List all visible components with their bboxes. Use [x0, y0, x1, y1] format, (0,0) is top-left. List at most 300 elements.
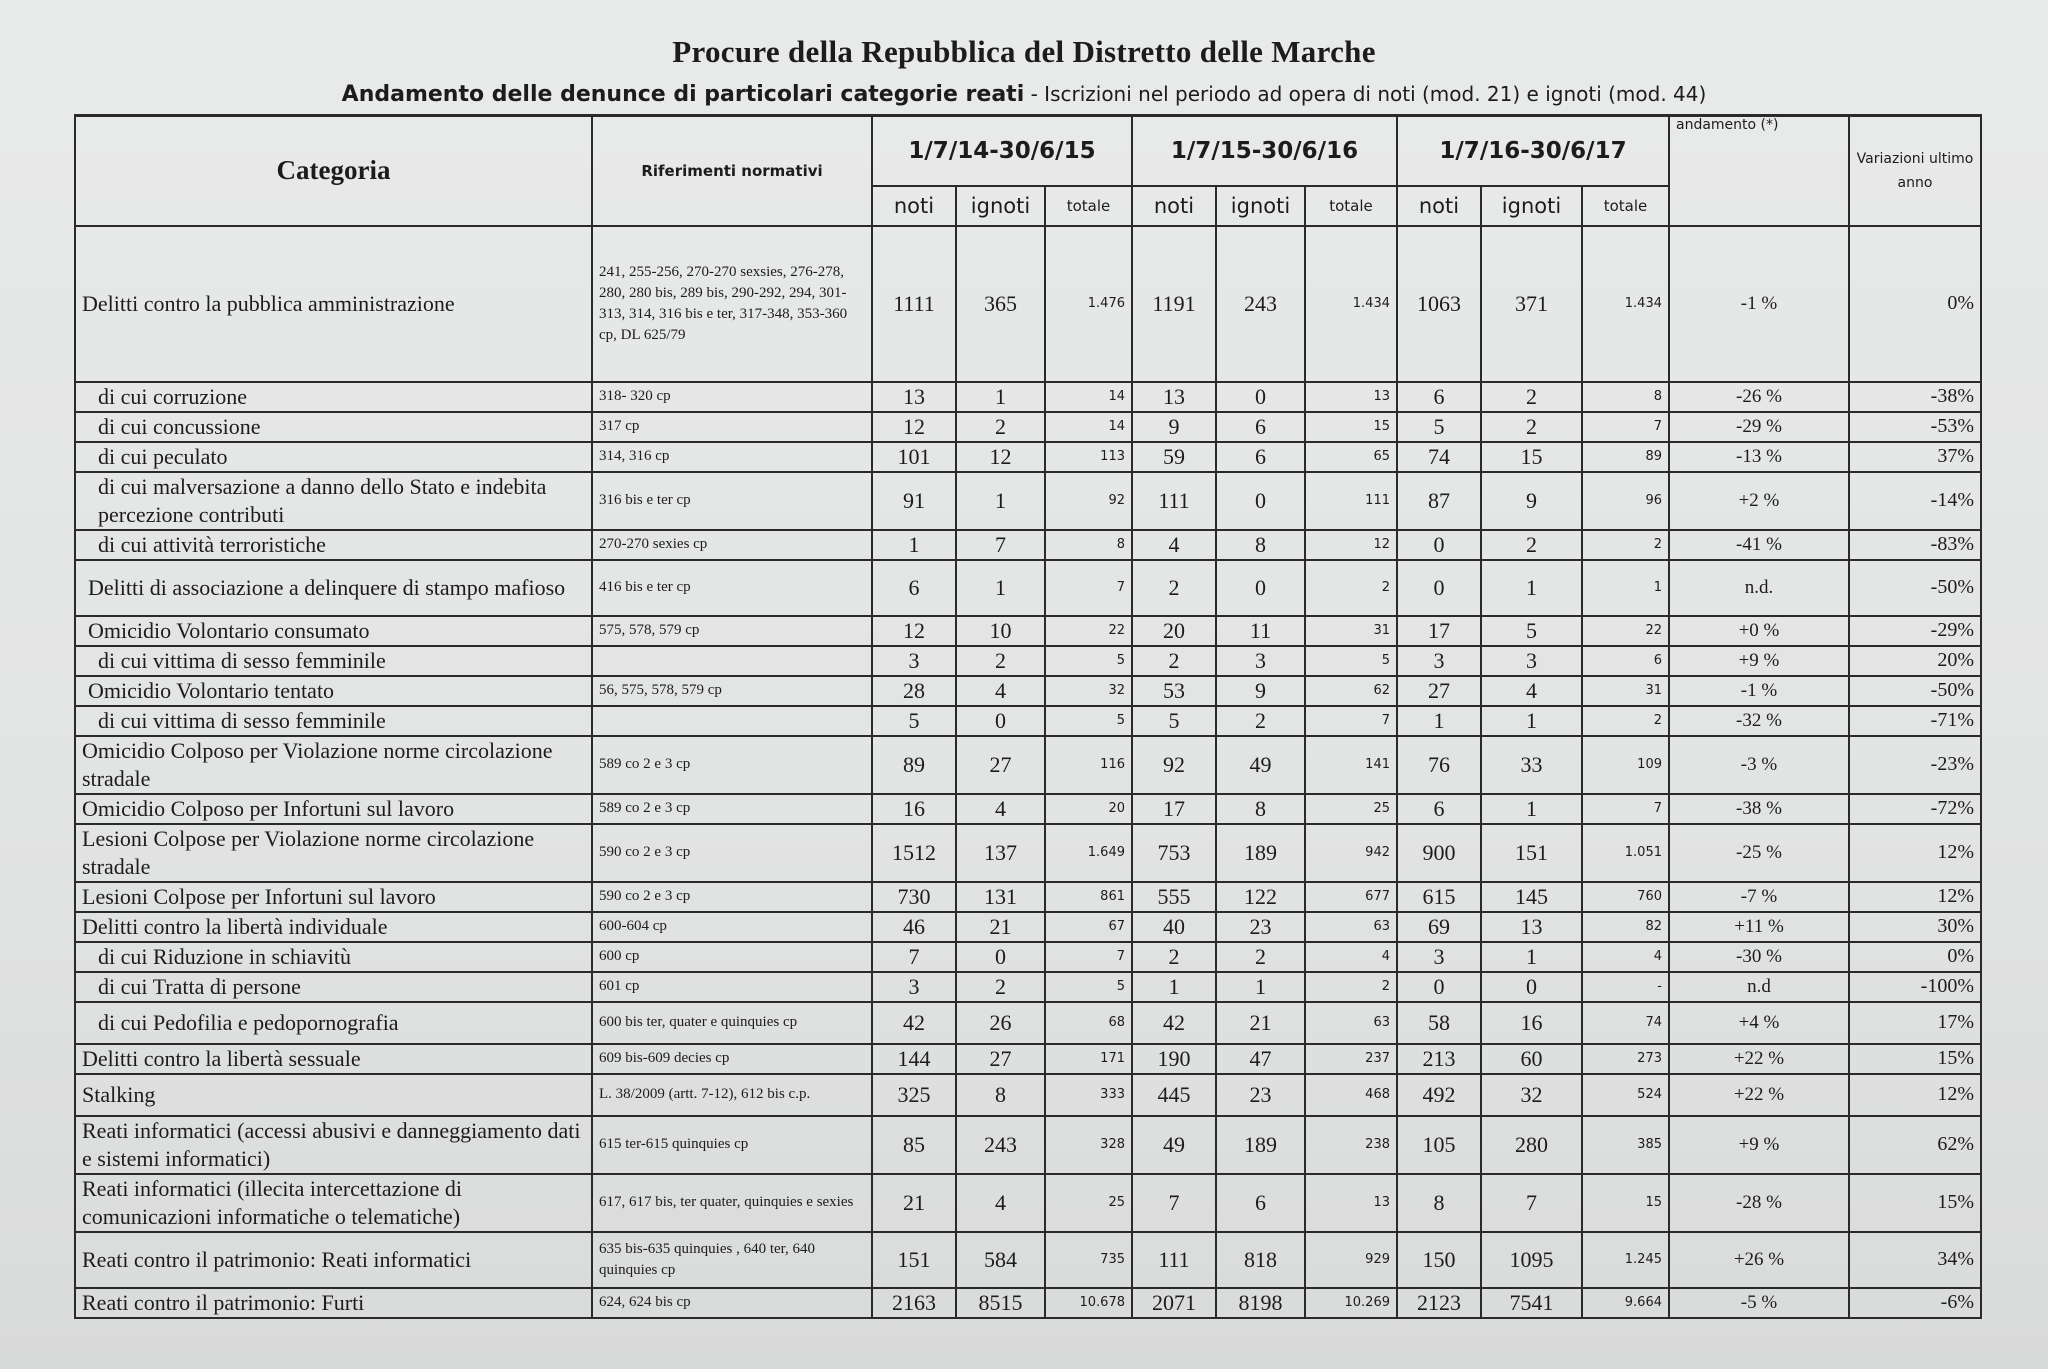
totale-cell: 25	[1045, 1174, 1132, 1232]
category-cell: di cui attività terroristiche	[75, 530, 592, 560]
variazione-cell: -38%	[1849, 382, 1981, 412]
totale-cell: 10.269	[1305, 1288, 1397, 1318]
header-period-2: 1/7/15-30/6/16	[1132, 116, 1397, 186]
totale-cell: 7	[1582, 794, 1669, 824]
ignoti-cell: 60	[1481, 1044, 1582, 1074]
totale-cell: 5	[1305, 646, 1397, 676]
variazione-cell: -23%	[1849, 736, 1981, 794]
andamento-cell: -26 %	[1669, 382, 1849, 412]
totale-cell: 524	[1582, 1074, 1669, 1116]
ignoti-cell: 11	[1216, 616, 1305, 646]
noti-cell: 58	[1397, 1002, 1481, 1044]
ignoti-cell: 1	[1216, 972, 1305, 1002]
ignoti-cell: 4	[956, 1174, 1045, 1232]
noti-cell: 92	[1132, 736, 1216, 794]
andamento-cell: +0 %	[1669, 616, 1849, 646]
totale-cell: 385	[1582, 1116, 1669, 1174]
header-period-3: 1/7/16-30/6/17	[1397, 116, 1669, 186]
ignoti-cell: 5	[1481, 616, 1582, 646]
ignoti-cell: 131	[956, 882, 1045, 912]
table-row	[75, 382, 1981, 412]
reference-cell: 589 co 2 e 3 cp	[592, 736, 872, 794]
andamento-cell: -32 %	[1669, 706, 1849, 736]
category-cell: di cui vittima di sesso femminile	[75, 646, 592, 676]
noti-cell: 12	[872, 616, 956, 646]
totale-cell: 760	[1582, 882, 1669, 912]
ignoti-cell: 2	[1216, 942, 1305, 972]
noti-cell: 555	[1132, 882, 1216, 912]
ignoti-cell: 6	[1216, 1174, 1305, 1232]
ignoti-cell: 27	[956, 736, 1045, 794]
totale-cell: 2	[1305, 560, 1397, 616]
category-cell: Lesioni Colpose per Infortuni sul lavoro	[75, 882, 592, 912]
table-row	[75, 972, 1981, 1002]
andamento-cell: +9 %	[1669, 1116, 1849, 1174]
noti-cell: 1111	[872, 226, 956, 382]
table-row	[75, 794, 1981, 824]
ignoti-cell: 12	[956, 442, 1045, 472]
ignoti-cell: 137	[956, 824, 1045, 882]
noti-cell: 5	[1397, 412, 1481, 442]
variazione-cell: 15%	[1849, 1044, 1981, 1074]
totale-cell: 677	[1305, 882, 1397, 912]
ignoti-cell: 2	[956, 972, 1045, 1002]
ignoti-cell: 10	[956, 616, 1045, 646]
ignoti-cell: 49	[1216, 736, 1305, 794]
noti-cell: 3	[872, 646, 956, 676]
andamento-cell: +11 %	[1669, 912, 1849, 942]
category-cell: di cui vittima di sesso femminile	[75, 706, 592, 736]
ignoti-cell: 1	[1481, 942, 1582, 972]
totale-cell: 141	[1305, 736, 1397, 794]
header-noti: noti	[1132, 186, 1216, 226]
totale-cell: 1	[1582, 560, 1669, 616]
ignoti-cell: 27	[956, 1044, 1045, 1074]
totale-cell: 1.476	[1045, 226, 1132, 382]
ignoti-cell: 2	[1481, 382, 1582, 412]
totale-cell: 2	[1305, 972, 1397, 1002]
totale-cell: 6	[1582, 646, 1669, 676]
noti-cell: 53	[1132, 676, 1216, 706]
noti-cell: 46	[872, 912, 956, 942]
ignoti-cell: 0	[1216, 472, 1305, 530]
andamento-cell: -1 %	[1669, 226, 1849, 382]
category-cell: Reati contro il patrimonio: Furti	[75, 1288, 592, 1318]
reference-cell: 617, 617 bis, ter quater, quinquies e sexies	[592, 1174, 872, 1232]
table-row	[75, 472, 1981, 530]
totale-cell: 14	[1045, 382, 1132, 412]
variazione-cell: -83%	[1849, 530, 1981, 560]
totale-cell: 10.678	[1045, 1288, 1132, 1318]
ignoti-cell: 280	[1481, 1116, 1582, 1174]
variazione-cell: 34%	[1849, 1232, 1981, 1288]
ignoti-cell: 2	[956, 412, 1045, 442]
noti-cell: 0	[1397, 972, 1481, 1002]
totale-cell: 15	[1305, 412, 1397, 442]
noti-cell: 59	[1132, 442, 1216, 472]
category-cell: Reati informatici (accessi abusivi e danneggiamento dati e sistemi informatici)	[75, 1116, 592, 1174]
totale-cell: 22	[1582, 616, 1669, 646]
andamento-cell: -29 %	[1669, 412, 1849, 442]
reference-cell: 600-604 cp	[592, 912, 872, 942]
noti-cell: 325	[872, 1074, 956, 1116]
variazione-cell: 12%	[1849, 824, 1981, 882]
ignoti-cell: 145	[1481, 882, 1582, 912]
noti-cell: 42	[872, 1002, 956, 1044]
category-cell: Reati informatici (illecita intercettazione di comunicazioni informatiche o telematiche)	[75, 1174, 592, 1232]
table-row	[75, 1288, 1981, 1318]
totale-cell: 31	[1305, 616, 1397, 646]
totale-cell: 116	[1045, 736, 1132, 794]
reference-cell	[592, 646, 872, 676]
header-totale: totale	[1305, 186, 1397, 226]
category-cell: Delitti contro la libertà individuale	[75, 912, 592, 942]
noti-cell: 0	[1397, 560, 1481, 616]
totale-cell: 109	[1582, 736, 1669, 794]
totale-cell: 4	[1305, 942, 1397, 972]
variazione-cell: 37%	[1849, 442, 1981, 472]
noti-cell: 111	[1132, 1232, 1216, 1288]
ignoti-cell: 23	[1216, 1074, 1305, 1116]
noti-cell: 28	[872, 676, 956, 706]
totale-cell: 92	[1045, 472, 1132, 530]
totale-cell: 2	[1582, 530, 1669, 560]
ignoti-cell: 243	[1216, 226, 1305, 382]
reference-cell: 590 co 2 e 3 cp	[592, 824, 872, 882]
ignoti-cell: 21	[1216, 1002, 1305, 1044]
variazione-cell: 62%	[1849, 1116, 1981, 1174]
header-ignoti: ignoti	[956, 186, 1045, 226]
totale-cell: 468	[1305, 1074, 1397, 1116]
variazione-cell: 0%	[1849, 942, 1981, 972]
ignoti-cell: 818	[1216, 1232, 1305, 1288]
variazione-cell: -53%	[1849, 412, 1981, 442]
header-andamento: andamento (*)	[1669, 116, 1849, 226]
totale-cell: 1.434	[1305, 226, 1397, 382]
category-cell: di cui corruzione	[75, 382, 592, 412]
reference-cell: 600 bis ter, quater e quinquies cp	[592, 1002, 872, 1044]
totale-cell: 929	[1305, 1232, 1397, 1288]
noti-cell: 74	[1397, 442, 1481, 472]
noti-cell: 91	[872, 472, 956, 530]
table-row	[75, 1174, 1981, 1232]
noti-cell: 49	[1132, 1116, 1216, 1174]
variazione-cell: 15%	[1849, 1174, 1981, 1232]
reference-cell: 318- 320 cp	[592, 382, 872, 412]
category-cell: Delitti contro la libertà sessuale	[75, 1044, 592, 1074]
noti-cell: 13	[872, 382, 956, 412]
noti-cell: 20	[1132, 616, 1216, 646]
table-row	[75, 676, 1981, 706]
ignoti-cell: 7	[1481, 1174, 1582, 1232]
variazione-cell: -71%	[1849, 706, 1981, 736]
reference-cell: 241, 255-256, 270-270 sexsies, 276-278, 280, 280 bis, 289 bis, 290-292, 294, 301-313, 314, 316 bis e ter, 317-348, 353-360 cp, DL 625/79	[592, 226, 872, 382]
header-noti: noti	[1397, 186, 1481, 226]
header-variazioni: Variazioni ultimo anno	[1849, 116, 1981, 226]
reference-cell: 575, 578, 579 cp	[592, 616, 872, 646]
noti-cell: 21	[872, 1174, 956, 1232]
noti-cell: 144	[872, 1044, 956, 1074]
reference-cell: 601 cp	[592, 972, 872, 1002]
ignoti-cell: 8515	[956, 1288, 1045, 1318]
totale-cell: 1.649	[1045, 824, 1132, 882]
category-cell: di cui malversazione a danno dello Stato e indebita percezione contributi	[75, 472, 592, 530]
totale-cell: 8	[1582, 382, 1669, 412]
totale-cell: 735	[1045, 1232, 1132, 1288]
ignoti-cell: 32	[1481, 1074, 1582, 1116]
totale-cell: 7	[1582, 412, 1669, 442]
noti-cell: 7	[1132, 1174, 1216, 1232]
ignoti-cell: 6	[1216, 412, 1305, 442]
category-cell: di cui Tratta di persone	[75, 972, 592, 1002]
category-cell: di cui peculato	[75, 442, 592, 472]
variazione-cell: -72%	[1849, 794, 1981, 824]
noti-cell: 2071	[1132, 1288, 1216, 1318]
totale-cell: 5	[1045, 972, 1132, 1002]
header-period-1: 1/7/14-30/6/15	[872, 116, 1132, 186]
ignoti-cell: 23	[1216, 912, 1305, 942]
totale-cell: 82	[1582, 912, 1669, 942]
totale-cell: 5	[1045, 646, 1132, 676]
andamento-cell: -25 %	[1669, 824, 1849, 882]
totale-cell: 237	[1305, 1044, 1397, 1074]
ignoti-cell: 21	[956, 912, 1045, 942]
andamento-cell: -5 %	[1669, 1288, 1849, 1318]
ignoti-cell: 1	[1481, 706, 1582, 736]
variazione-cell: -100%	[1849, 972, 1981, 1002]
header-ignoti: ignoti	[1481, 186, 1582, 226]
totale-cell: 7	[1045, 560, 1132, 616]
header-totale: totale	[1045, 186, 1132, 226]
category-cell: Stalking	[75, 1074, 592, 1116]
noti-cell: 2	[1132, 646, 1216, 676]
noti-cell: 1	[1397, 706, 1481, 736]
category-cell: Omicidio Colposo per Violazione norme circolazione stradale	[75, 736, 592, 794]
category-cell: di cui concussione	[75, 412, 592, 442]
noti-cell: 3	[1397, 646, 1481, 676]
andamento-cell: n.d.	[1669, 560, 1849, 616]
table-row	[75, 442, 1981, 472]
andamento-cell: -3 %	[1669, 736, 1849, 794]
variazione-cell: -29%	[1849, 616, 1981, 646]
ignoti-cell: 1	[956, 472, 1045, 530]
ignoti-cell: 151	[1481, 824, 1582, 882]
totale-cell: 333	[1045, 1074, 1132, 1116]
table-row	[75, 646, 1981, 676]
totale-cell: 7	[1305, 706, 1397, 736]
noti-cell: 730	[872, 882, 956, 912]
category-cell: Omicidio Volontario consumato	[75, 616, 592, 646]
ignoti-cell: 189	[1216, 824, 1305, 882]
totale-cell: 65	[1305, 442, 1397, 472]
ignoti-cell: 1	[1481, 560, 1582, 616]
ignoti-cell: 2	[956, 646, 1045, 676]
ignoti-cell: 0	[956, 706, 1045, 736]
variazione-cell: 17%	[1849, 1002, 1981, 1044]
totale-cell: 31	[1582, 676, 1669, 706]
noti-cell: 16	[872, 794, 956, 824]
page-title: Procure della Repubblica del Distretto delle Marche	[672, 34, 1376, 69]
noti-cell: 5	[872, 706, 956, 736]
noti-cell: 12	[872, 412, 956, 442]
totale-cell: 32	[1045, 676, 1132, 706]
table-row	[75, 1074, 1981, 1116]
table-row	[75, 912, 1981, 942]
header-noti: noti	[872, 186, 956, 226]
reference-cell: L. 38/2009 (artt. 7-12), 612 bis c.p.	[592, 1074, 872, 1116]
variazione-cell: -6%	[1849, 1288, 1981, 1318]
noti-cell: 3	[872, 972, 956, 1002]
totale-cell: 8	[1045, 530, 1132, 560]
ignoti-cell: 8	[956, 1074, 1045, 1116]
variazione-cell: 0%	[1849, 226, 1981, 382]
table-row	[75, 882, 1981, 912]
noti-cell: 615	[1397, 882, 1481, 912]
totale-cell: -	[1582, 972, 1669, 1002]
andamento-cell: +26 %	[1669, 1232, 1849, 1288]
ignoti-cell: 7	[956, 530, 1045, 560]
ignoti-cell: 0	[956, 942, 1045, 972]
noti-cell: 150	[1397, 1232, 1481, 1288]
noti-cell: 40	[1132, 912, 1216, 942]
ignoti-cell: 0	[1216, 560, 1305, 616]
ignoti-cell: 7541	[1481, 1288, 1582, 1318]
ignoti-cell: 8	[1216, 794, 1305, 824]
totale-cell: 74	[1582, 1002, 1669, 1044]
noti-cell: 213	[1397, 1044, 1481, 1074]
noti-cell: 2	[1132, 942, 1216, 972]
ignoti-cell: 13	[1481, 912, 1582, 942]
noti-cell: 753	[1132, 824, 1216, 882]
ignoti-cell: 1	[956, 560, 1045, 616]
category-cell: Omicidio Volontario tentato	[75, 676, 592, 706]
table-row	[75, 706, 1981, 736]
table-row	[75, 736, 1981, 794]
ignoti-cell: 33	[1481, 736, 1582, 794]
totale-cell: 113	[1045, 442, 1132, 472]
noti-cell: 4	[1132, 530, 1216, 560]
noti-cell: 0	[1397, 530, 1481, 560]
noti-cell: 2123	[1397, 1288, 1481, 1318]
category-cell: di cui Pedofilia e pedopornografia	[75, 1002, 592, 1044]
totale-cell: 68	[1045, 1002, 1132, 1044]
ignoti-cell: 0	[1481, 972, 1582, 1002]
totale-cell: 171	[1045, 1044, 1132, 1074]
ignoti-cell: 243	[956, 1116, 1045, 1174]
ignoti-cell: 15	[1481, 442, 1582, 472]
table-row	[75, 1232, 1981, 1288]
noti-cell: 111	[1132, 472, 1216, 530]
category-cell: Lesioni Colpose per Violazione norme circolazione stradale	[75, 824, 592, 882]
totale-cell: 5	[1045, 706, 1132, 736]
header-totale: totale	[1582, 186, 1669, 226]
ignoti-cell: 8198	[1216, 1288, 1305, 1318]
totale-cell: 63	[1305, 912, 1397, 942]
noti-cell: 3	[1397, 942, 1481, 972]
noti-cell: 85	[872, 1116, 956, 1174]
table-row	[75, 1002, 1981, 1044]
ignoti-cell: 4	[956, 676, 1045, 706]
table-row	[75, 942, 1981, 972]
andamento-cell: n.d	[1669, 972, 1849, 1002]
totale-cell: 22	[1045, 616, 1132, 646]
reference-cell: 314, 316 cp	[592, 442, 872, 472]
table-row	[75, 412, 1981, 442]
andamento-cell: -28 %	[1669, 1174, 1849, 1232]
andamento-cell: -41 %	[1669, 530, 1849, 560]
noti-cell: 7	[872, 942, 956, 972]
noti-cell: 9	[1132, 412, 1216, 442]
totale-cell: 12	[1305, 530, 1397, 560]
noti-cell: 8	[1397, 1174, 1481, 1232]
noti-cell: 17	[1132, 794, 1216, 824]
totale-cell: 96	[1582, 472, 1669, 530]
crime-statistics-table	[74, 114, 1982, 1319]
noti-cell: 1191	[1132, 226, 1216, 382]
reference-cell: 270-270 sexies cp	[592, 530, 872, 560]
ignoti-cell: 26	[956, 1002, 1045, 1044]
reference-cell: 416 bis e ter cp	[592, 560, 872, 616]
noti-cell: 6	[1397, 794, 1481, 824]
totale-cell: 20	[1045, 794, 1132, 824]
andamento-cell: +9 %	[1669, 646, 1849, 676]
reference-cell: 316 bis e ter cp	[592, 472, 872, 530]
ignoti-cell: 584	[956, 1232, 1045, 1288]
totale-cell: 67	[1045, 912, 1132, 942]
ignoti-cell: 3	[1216, 646, 1305, 676]
reference-cell	[592, 706, 872, 736]
noti-cell: 5	[1132, 706, 1216, 736]
noti-cell: 76	[1397, 736, 1481, 794]
table-row	[75, 560, 1981, 616]
totale-cell: 62	[1305, 676, 1397, 706]
ignoti-cell: 1095	[1481, 1232, 1582, 1288]
category-cell: Delitti contro la pubblica amministrazione	[75, 226, 592, 382]
table-row	[75, 226, 1981, 382]
category-cell: Omicidio Colposo per Infortuni sul lavoro	[75, 794, 592, 824]
andamento-cell: -38 %	[1669, 794, 1849, 824]
noti-cell: 13	[1132, 382, 1216, 412]
ignoti-cell: 1	[956, 382, 1045, 412]
table-row	[75, 616, 1981, 646]
totale-cell: 942	[1305, 824, 1397, 882]
totale-cell: 861	[1045, 882, 1132, 912]
noti-cell: 1512	[872, 824, 956, 882]
andamento-cell: +4 %	[1669, 1002, 1849, 1044]
variazione-cell: 12%	[1849, 1074, 1981, 1116]
variazione-cell: -50%	[1849, 676, 1981, 706]
noti-cell: 105	[1397, 1116, 1481, 1174]
ignoti-cell: 6	[1216, 442, 1305, 472]
header-riferimenti: Riferimenti normativi	[592, 116, 872, 226]
totale-cell: 14	[1045, 412, 1132, 442]
noti-cell: 1	[1132, 972, 1216, 1002]
table-row	[75, 530, 1981, 560]
table-row	[75, 1044, 1981, 1074]
totale-cell: 1.434	[1582, 226, 1669, 382]
totale-cell: 63	[1305, 1002, 1397, 1044]
category-cell: Reati contro il patrimonio: Reati informatici	[75, 1232, 592, 1288]
noti-cell: 190	[1132, 1044, 1216, 1074]
noti-cell: 2	[1132, 560, 1216, 616]
reference-cell: 590 co 2 e 3 cp	[592, 882, 872, 912]
reference-cell: 624, 624 bis cp	[592, 1288, 872, 1318]
reference-cell: 317 cp	[592, 412, 872, 442]
andamento-cell: -1 %	[1669, 676, 1849, 706]
andamento-cell: -7 %	[1669, 882, 1849, 912]
variazione-cell: -14%	[1849, 472, 1981, 530]
ignoti-cell: 3	[1481, 646, 1582, 676]
